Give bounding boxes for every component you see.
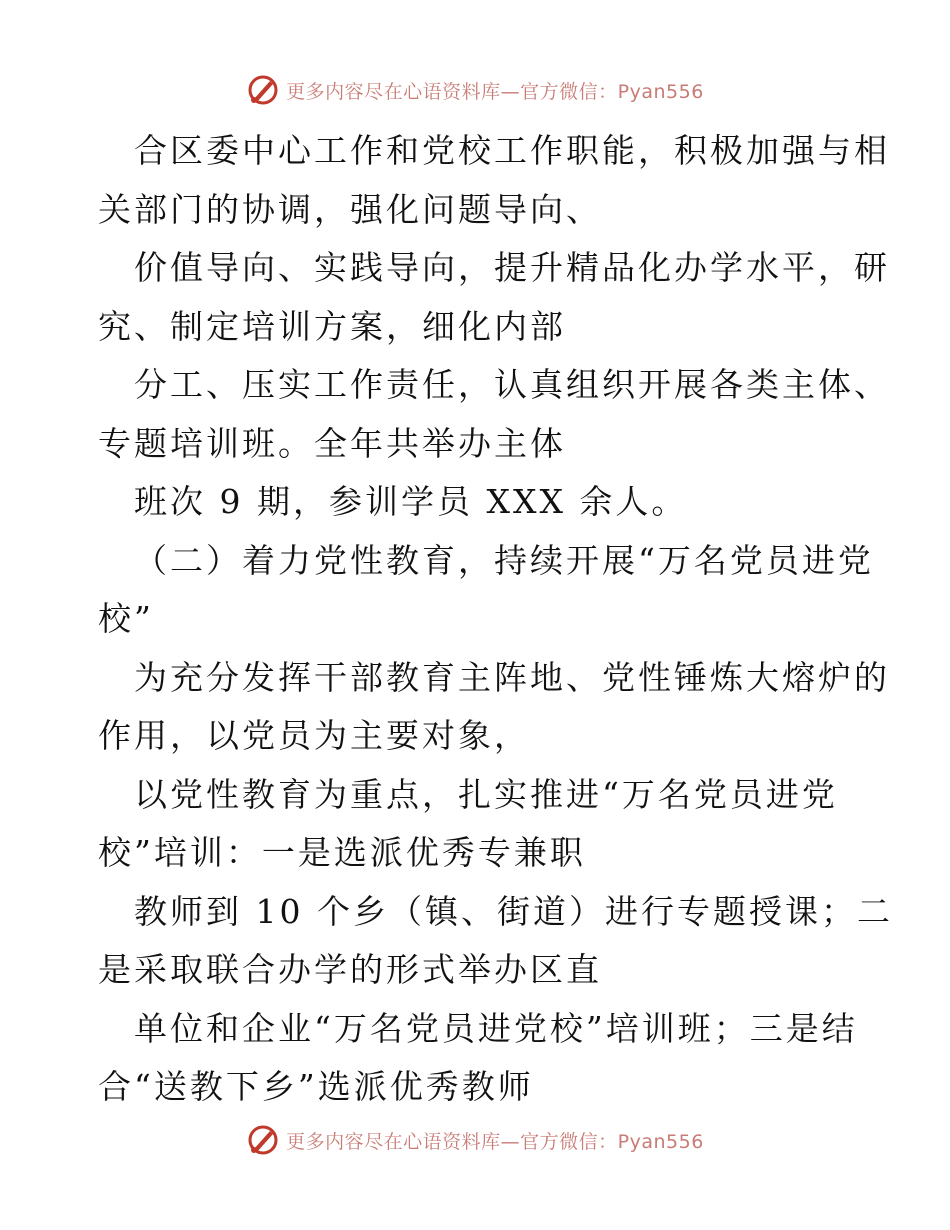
footer-banner xyxy=(0,1120,950,1160)
brush-logo-icon xyxy=(246,1123,280,1157)
brush-logo-icon xyxy=(246,73,280,107)
footer-banner-text: 更多内容尽在心语资料库—官方微信：Pyan556 xyxy=(286,1130,704,1153)
body-line: 关部门的协调，强化问题导向、 xyxy=(98,189,602,229)
body-line: 合“送教下乡”选派优秀教师 xyxy=(98,1067,534,1106)
body-line: 教师到 10 个乡（镇、街道）进行专题授课；二 xyxy=(134,891,893,931)
body-line: 合区委中心工作和党校工作职能，积极加强与相 xyxy=(134,131,890,170)
body-line: 以党性教育为重点，扎实推进“万名党员进党 xyxy=(134,774,838,814)
body-line: 校”培训：一是选派优秀专兼职 xyxy=(98,833,586,872)
body-line: 专题培训班。全年共举办主体 xyxy=(98,423,566,463)
body-line: 价值导向、实践导向，提升精品化办学水平，研 xyxy=(134,248,890,287)
section-heading-continued: 校” xyxy=(98,599,154,638)
body-line: 是采取联合办学的形式举办区直 xyxy=(98,950,602,989)
body-line: 作用，以党员为主要对象， xyxy=(98,716,530,755)
header-banner xyxy=(0,70,950,110)
body-line: 分工、压实工作责任，认真组织开展各类主体、 xyxy=(134,365,890,404)
document-body xyxy=(98,122,893,1117)
body-line: 为充分发挥干部教育主阵地、党性锤炼大熔炉的 xyxy=(134,657,890,697)
body-line: 班次 9 期，参训学员 XXX 余人。 xyxy=(134,482,688,521)
header-banner-text: 更多内容尽在心语资料库—官方微信：Pyan556 xyxy=(286,80,704,103)
body-line: 单位和企业“万名党员进党校”培训班；三是结 xyxy=(134,1008,858,1048)
section-heading: （二）着力党性教育，持续开展“万名党员进党 xyxy=(134,540,874,580)
body-line: 究、制定培训方案，细化内部 xyxy=(98,306,566,346)
